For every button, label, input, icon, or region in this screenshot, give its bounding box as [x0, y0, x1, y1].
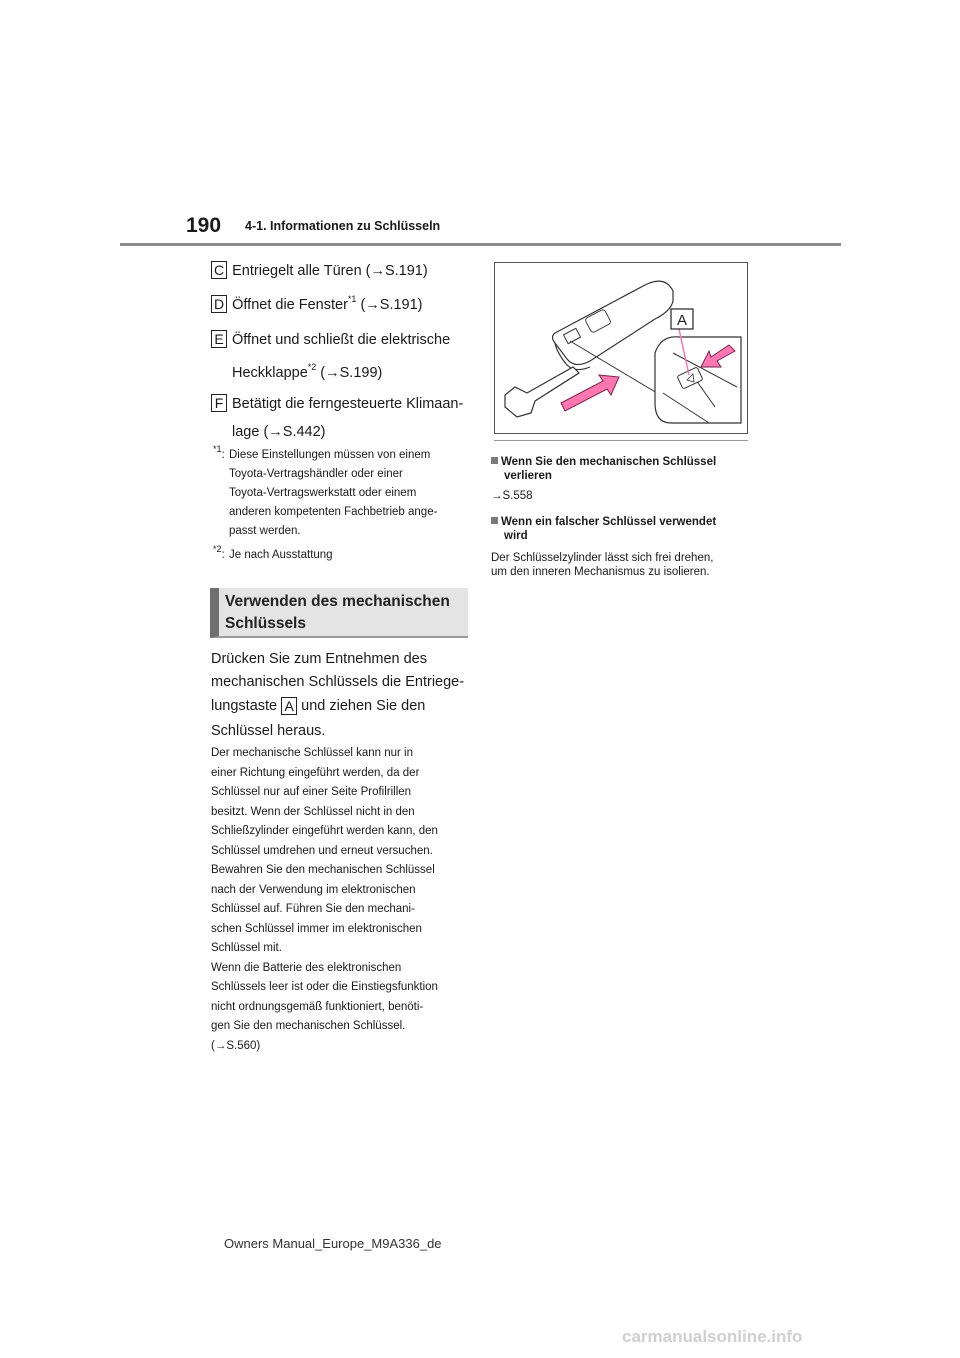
label-box-a: A [281, 697, 297, 715]
function-text-d: Öffnet die Fenster [232, 297, 348, 313]
footnote-1-line: Toyota-Vertragswerkstatt oder einem [229, 487, 417, 499]
body-line: besitzt. Wenn der Schlüssel nicht in den [211, 805, 415, 818]
label-box-d: D [211, 295, 227, 313]
label-box-e: E [211, 330, 227, 348]
function-text-f: Betätigt die ferngesteuerte Klimaan- [232, 396, 464, 412]
instruction-line [211, 695, 476, 718]
body-line: Schlüssels leer ist oder die Einstiegsfunktion [211, 981, 438, 993]
footnote-1-line: passt werden. [229, 525, 301, 537]
instruction-line-part: und ziehen Sie den [301, 698, 426, 714]
body-paragraph [211, 744, 473, 1056]
body-line: schen Schlüssel immer im elektronischen [211, 922, 422, 935]
footnote-2-line: Je nach Ausstattung [229, 549, 333, 561]
section-title: 4-1. Informationen zu Schlüsseln [245, 219, 441, 233]
label-box-f: F [211, 394, 227, 412]
callout-label-a: A [676, 312, 688, 329]
body-line: einer Richtung eingeführt werden, da der [211, 766, 420, 779]
key-illustration [494, 262, 748, 434]
function-item-d [211, 296, 473, 314]
note-body-wrong-key [491, 551, 753, 579]
footnote-2: $^{*2}$: Je nach Ausstattung [213, 546, 475, 565]
body-line: gen Sie den mechanischen Schlüssel. [211, 1020, 406, 1032]
label-box-c: C [211, 261, 227, 279]
watermark: carmanualsonline.info [622, 1327, 803, 1346]
section-heading-line: Verwenden des mechanischen [225, 593, 450, 610]
footnote-ref-2: *2 [307, 362, 317, 373]
footnote-mark-2: *2 [213, 544, 222, 555]
note-heading-wrong-key [491, 515, 753, 543]
instruction-line: Drücken Sie zum Entnehmen des [211, 651, 427, 667]
note-heading-line: wird [504, 530, 528, 542]
figure-rule [494, 440, 748, 441]
footnote-ref-1: *1 [347, 294, 357, 305]
note-body-line: Der Schlüsselzylinder lässt sich frei drehen, [491, 552, 714, 564]
function-text-e-2: Heckklappe [232, 365, 308, 381]
body-line: (→S.560) [211, 1039, 261, 1052]
instruction-line-part: lungstaste [211, 698, 278, 714]
pull-arrow-icon [561, 375, 619, 411]
function-text-e: Öffnet und schließt die elektrische [232, 332, 451, 348]
function-item-e-cont [232, 364, 382, 382]
footer-text: Owners Manual_Europe_M9A336_de [224, 1236, 442, 1251]
body-line: Schlüssel umdrehen und erneut versuchen. [211, 844, 433, 857]
footnote-mark-1: *1 [213, 444, 222, 455]
body-line: Der mechanische Schlüssel kann nur in [211, 747, 413, 759]
section-heading [210, 588, 468, 638]
body-line: Bewahren Sie den mechanischen Schlüssel [211, 864, 435, 876]
body-line: nicht ordnungsgemäß funktioniert, benöti- [211, 1000, 424, 1013]
body-line: Schließzylinder eingeführt werden kann, den [211, 825, 438, 837]
key-illustration-svg [495, 263, 747, 433]
note-heading-line: verlieren [504, 470, 552, 482]
note-heading-lost-key [491, 455, 753, 483]
function-text-c: Entriegelt alle Türen (→S.191) [232, 263, 428, 279]
footnote-1-line: Diese Einstellungen müssen von einem [229, 449, 431, 461]
header-rule [120, 243, 841, 246]
body-line: nach der Verwendung im elektronischen [211, 883, 416, 896]
body-line: Wenn die Batterie des elektronischen [211, 961, 402, 974]
function-ref-e: (→S.199) [316, 365, 383, 381]
function-text-f-2: lage (→S.442) [232, 424, 326, 440]
note-body-lost-key: →S.558 [491, 490, 533, 502]
footnote-1: $^{*1}$: Diese Einstellungen müssen von einem Toyota-Vertragshändler oder einer Toyota-Vertragswerkstatt oder einem anderen kompetenten Fachbetrieb ange- passt werden. [213, 446, 475, 541]
footnote-1-line: Toyota-Vertragshändler oder einer [229, 468, 403, 480]
footnote-1-line: anderen kompetenten Fachbetrieb ange- [229, 506, 438, 518]
page-number: 190 [186, 214, 222, 237]
square-bullet-icon [491, 457, 498, 464]
instruction-line: mechanischen Schlüssels die Entriege- [211, 673, 465, 690]
note-heading-line: Wenn ein falscher Schlüssel verwendet [501, 516, 717, 528]
function-item-e [211, 331, 473, 349]
body-line: Schlüssel auf. Führen Sie den mechani- [211, 903, 415, 915]
function-item-f [211, 395, 473, 413]
instruction-line: Schlüssel heraus. [211, 722, 326, 739]
instruction-text [211, 648, 476, 742]
section-heading-line: Schlüssels [225, 615, 306, 632]
note-body-line: um den inneren Mechanismus zu isolieren. [491, 566, 710, 578]
body-line: Schlüssel mit. [211, 942, 282, 954]
body-line: Schlüssel nur auf einer Seite Profilrillen [211, 786, 412, 798]
function-item-c [211, 262, 473, 280]
note-heading-line: Wenn Sie den mechanischen Schlüssel [501, 456, 717, 468]
function-ref-d: (→S.191) [356, 297, 423, 313]
square-bullet-icon [491, 517, 498, 524]
